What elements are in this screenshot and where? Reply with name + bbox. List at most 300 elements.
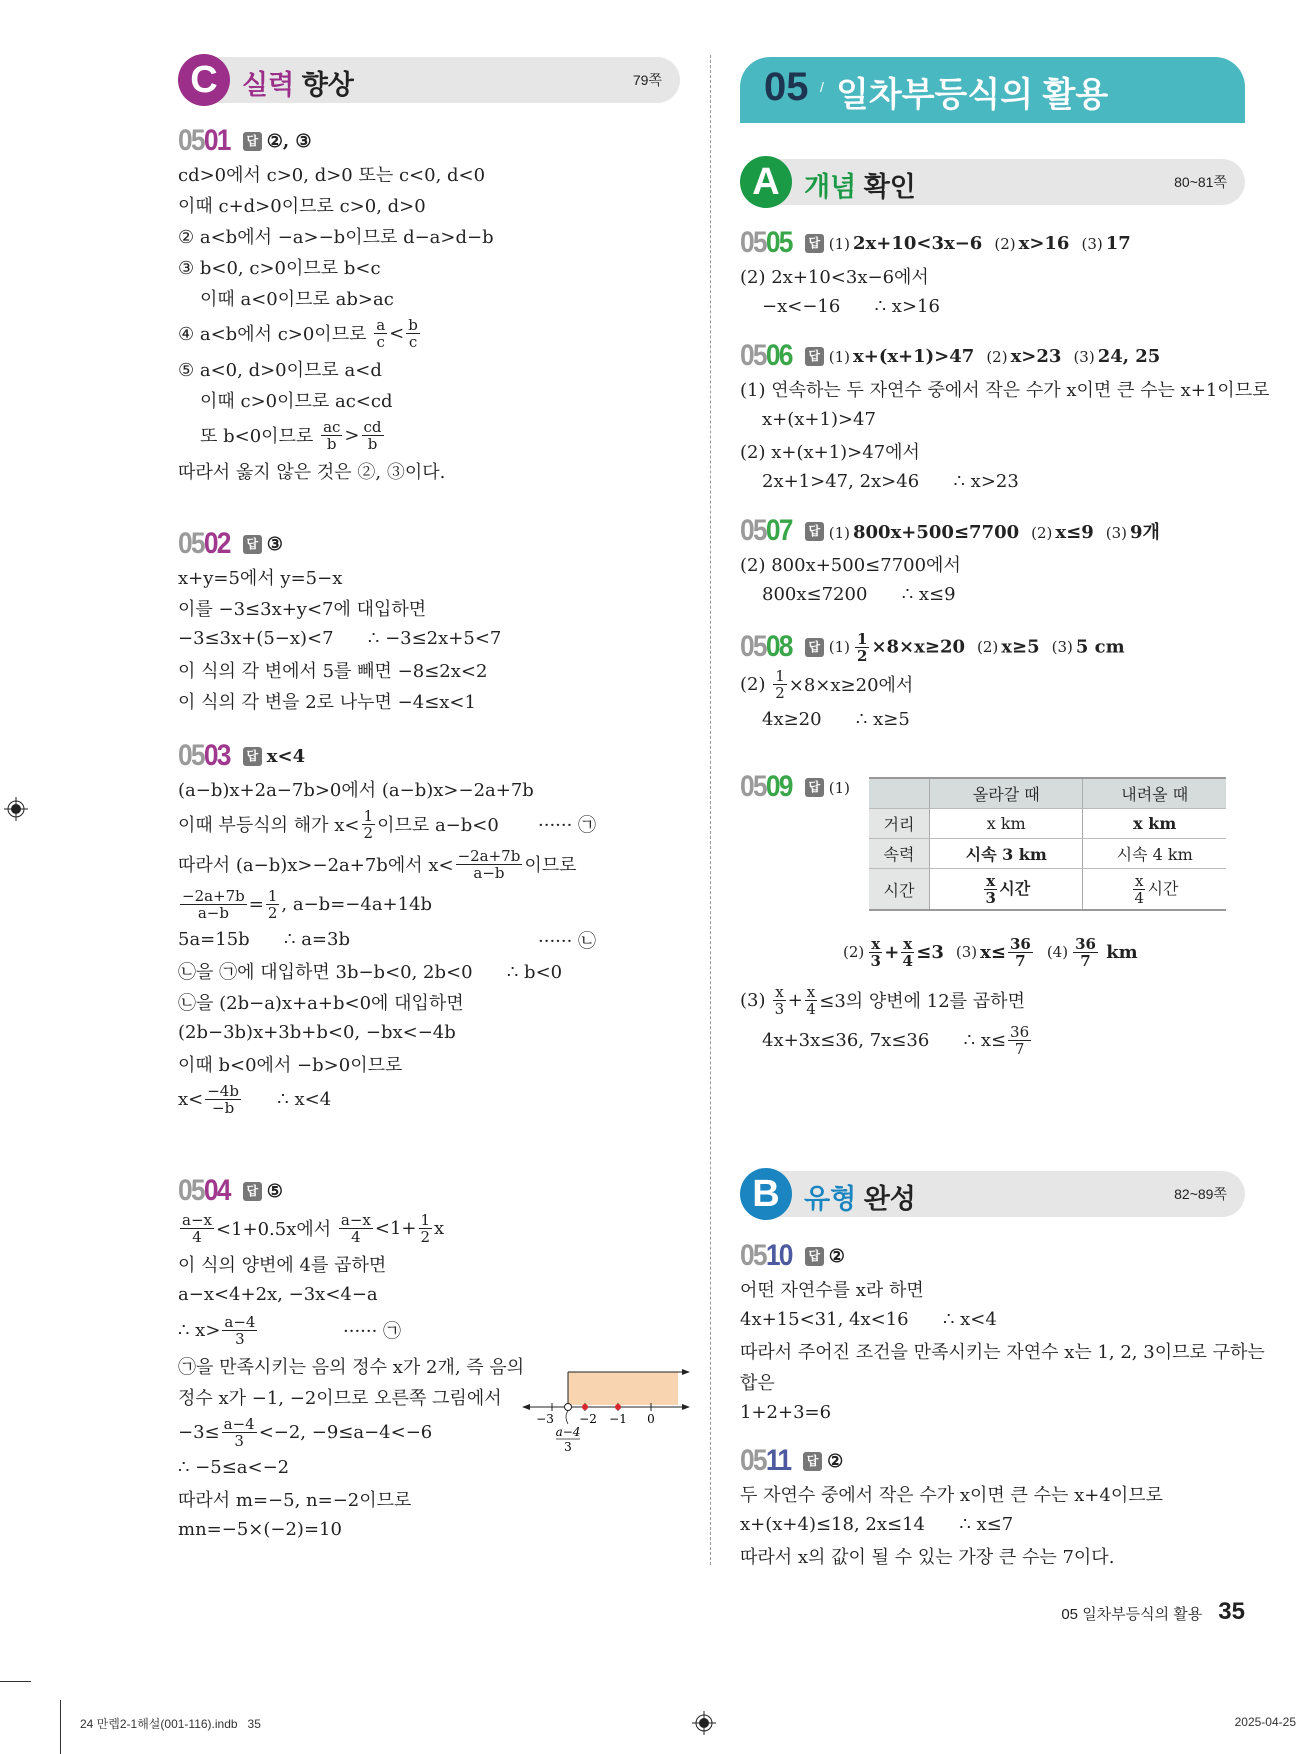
problem-0511: [740, 1444, 1250, 1571]
table-row: [869, 869, 1226, 911]
item-label: (1): [828, 778, 850, 797]
fraction-denominator: c: [408, 332, 418, 351]
math-text: 시속 3 km: [965, 845, 1047, 864]
math-text: x≥5: [1001, 636, 1040, 657]
math-text: (2b−3b)x+3b+b<0, −bx<−4b: [178, 1022, 456, 1043]
answer-badge: 답: [805, 347, 824, 366]
fraction: [1008, 934, 1033, 971]
section-b-icon: B: [740, 1168, 792, 1220]
section-title-accent: 개념: [804, 172, 857, 202]
problem-number: [740, 1444, 790, 1478]
solution-line: [178, 1248, 688, 1279]
item-label: (2): [1031, 524, 1053, 542]
section-header-b: [744, 1171, 1245, 1217]
tick-label: −3: [536, 1412, 554, 1426]
math-text: x>16: [1018, 232, 1070, 254]
math-text: (1) 연속하는 두 자연수 중에서 작은 수가 x이면 큰 수는 x+1이므로: [740, 379, 1270, 401]
problem-number-prefix: 05: [178, 739, 204, 772]
math-text: ②: [828, 1245, 845, 1267]
fraction-numerator: cd: [363, 417, 382, 436]
math-text: x<: [178, 1088, 204, 1110]
math-text: +: [884, 941, 900, 963]
crop-mark: [60, 1700, 61, 1754]
fraction-denominator: 4: [351, 1227, 361, 1246]
problem-number-suffix: 07: [765, 514, 792, 547]
problem-number-suffix: 10: [765, 1239, 792, 1272]
math-text: ∴ x<4: [242, 1088, 332, 1110]
solution-line: [178, 1452, 688, 1483]
problem-number-suffix: 09: [765, 770, 792, 803]
math-text: x+(x+4)≤18, 2x≤14 ∴ x≤7: [740, 1514, 1014, 1535]
problem-0506: [740, 339, 1270, 497]
math-text: 4x≥20 ∴ x≥5: [762, 709, 910, 730]
problem-header: [178, 1174, 688, 1208]
solution-line: [178, 1279, 688, 1310]
fraction-denominator: 2: [420, 1227, 431, 1246]
solution-line: [178, 592, 688, 623]
problem-number-prefix: 05: [178, 124, 204, 157]
math-text: x>23: [1010, 345, 1062, 367]
solution-line: [178, 455, 688, 486]
speed-table: [869, 777, 1226, 911]
fraction-numerator: −2a+7b: [457, 846, 521, 865]
answer-badge: 답: [805, 234, 824, 253]
math-text: +: [787, 989, 803, 1011]
fraction-denominator: b: [326, 434, 337, 453]
fraction-numerator: x: [806, 982, 816, 1001]
math-text: 거리: [883, 815, 915, 834]
solution-line: [178, 924, 688, 955]
fraction: [869, 934, 882, 971]
fraction: [266, 886, 280, 923]
fraction-denominator: 2: [363, 823, 374, 842]
solution-line: [740, 373, 1270, 404]
math-text: x km: [1133, 814, 1177, 833]
fraction: [1073, 934, 1098, 971]
table-cell: [930, 839, 1083, 869]
section-title-accent: 유형: [804, 1184, 857, 1214]
math-text: 시간: [999, 878, 1031, 898]
problem-number-prefix: 05: [178, 527, 204, 560]
math-text: 800x+500≤7700: [853, 522, 1020, 543]
math-text: ∴ −5≤a<−2: [178, 1457, 290, 1478]
math-text: 이를 −3≤3x+y<7에 대입하면: [178, 598, 427, 620]
item-label: (4): [1046, 943, 1069, 961]
section-title-main: 완성: [863, 1184, 916, 1214]
problem-number: [740, 630, 792, 664]
item-label: (2): [986, 347, 1008, 366]
registration-mark-icon: [4, 797, 28, 821]
problem-header: [740, 1444, 1250, 1478]
solution-line: [178, 1079, 688, 1119]
problem-0510: [740, 1239, 1265, 1428]
fraction-denominator: b: [367, 434, 378, 453]
page-footer: [1061, 1598, 1245, 1626]
fraction-numerator: a−4: [223, 1414, 255, 1433]
math-text: 시속 4 km: [1116, 845, 1193, 864]
fraction: [362, 806, 376, 843]
math-text: ⑤ a<0, d>0이므로 a<d: [178, 359, 382, 381]
solution-line: [740, 260, 1250, 291]
math-text: 따라서 (a−b)x>−2a+7b에서 x<: [178, 855, 454, 876]
item-label: (1): [828, 638, 850, 656]
math-text: 시간: [883, 880, 915, 900]
problem-number-suffix: 01: [203, 124, 230, 157]
solution-line: [178, 884, 688, 924]
tick-label: −2: [579, 1412, 597, 1426]
fraction-denominator: 2: [267, 903, 278, 922]
crop-mark: [0, 1681, 31, 1682]
section-title: [804, 1177, 916, 1216]
math-text: 9개: [1129, 522, 1160, 543]
problem-0508: [740, 630, 1250, 735]
section-header-c: [182, 57, 680, 103]
solution-line: [178, 158, 688, 189]
fraction: [901, 934, 914, 971]
solution-line: [740, 1273, 1250, 1304]
solution-line: [178, 685, 688, 716]
solution-line: [740, 1335, 1265, 1366]
answer-badge: 답: [243, 1182, 262, 1201]
problem-0501: [178, 124, 688, 486]
section-title-accent: 실력: [242, 70, 295, 100]
math-text: x+(x+1)>47: [853, 345, 975, 367]
problem-number-prefix: 05: [740, 1444, 766, 1477]
section-pages: 80~81쪽: [1174, 174, 1227, 190]
answer-badge: 답: [805, 522, 824, 541]
solution-region: [568, 1372, 678, 1405]
problem-number-suffix: 08: [765, 630, 792, 663]
answer: [829, 518, 1160, 544]
fraction-numerator: x: [986, 871, 996, 890]
fraction: [419, 1210, 433, 1247]
math-text: 따라서 옳지 않은 것은 ②, ③이다.: [178, 461, 446, 483]
fraction: [222, 1414, 257, 1451]
solution-line: [740, 1509, 1250, 1540]
math-text: 이 식의 각 변에서 5를 빼면 −8≤2x<2: [178, 660, 488, 682]
fraction-denominator: 4: [806, 999, 816, 1018]
problem-number-prefix: 05: [178, 1174, 204, 1207]
fraction: [180, 886, 247, 923]
integer-dot: [615, 1404, 621, 1410]
solution-line: [178, 1048, 688, 1079]
fraction-denominator: 7: [1080, 951, 1091, 970]
fraction: [321, 417, 342, 454]
math-text: ④ a<b에서 c>0이므로: [178, 324, 373, 345]
fraction-denominator: 3: [870, 951, 881, 970]
fraction-numerator: 1: [267, 886, 278, 905]
problem-number-prefix: 05: [740, 1239, 766, 1272]
math-text: ②: [827, 1450, 844, 1472]
solution-line: [178, 986, 688, 1017]
section-title: [804, 165, 916, 204]
equation-marker: ······ ㉠: [343, 1321, 402, 1342]
fraction-denominator: 7: [1014, 1039, 1025, 1058]
equation-marker: ······ ㉡: [538, 930, 597, 952]
math-text: mn=−5×(−2)=10: [178, 1519, 342, 1540]
fraction-numerator: −4b: [207, 1081, 239, 1100]
problem-0503: [178, 739, 688, 1119]
math-text: ㉠을 만족시키는 음의 정수 x가 2개, 즉 음의: [178, 1356, 525, 1378]
item-label: (2): [977, 638, 999, 656]
problem-number-suffix: 03: [203, 739, 230, 772]
axis-arrow-left: [522, 1404, 530, 1410]
math-text: ∴ x>: [178, 1319, 221, 1341]
table-cell: [1083, 869, 1226, 911]
problem-header: [740, 514, 1250, 548]
item-label: (3): [1073, 347, 1095, 366]
math-text: 따라서 주어진 조건을 만족시키는 자연수 x는 1, 2, 3이므로 구하는: [740, 1341, 1265, 1363]
solution-line: [178, 353, 688, 384]
math-text: 따라서 m=−5, n=−2이므로: [178, 1489, 412, 1511]
math-text: ⑤: [266, 1180, 283, 1202]
table-row: [869, 809, 1226, 839]
section-title-main: 확인: [863, 172, 916, 202]
table-row: [869, 839, 1226, 869]
math-text: ㉡을 (2b−a)x+a+b<0에 대입하면: [178, 992, 464, 1014]
chapter-slash: /: [820, 79, 824, 95]
solution-line: [178, 804, 688, 844]
math-text: =: [248, 893, 264, 915]
solution-line: [178, 1483, 688, 1514]
math-text: ② a<b에서 −a>−b이므로 d−a>d−b: [178, 226, 494, 248]
fraction-denominator: 3: [235, 1329, 245, 1348]
problem-0507: [740, 514, 1250, 610]
math-text: , a−b=−4a+14b: [281, 893, 433, 915]
problem-number-prefix: 05: [740, 770, 766, 803]
table-cell: [930, 869, 1083, 911]
section-title: [242, 63, 354, 102]
fraction: [339, 1210, 373, 1247]
solution-line: [178, 415, 688, 455]
table-cell: [869, 809, 930, 839]
fraction-numerator: a−x: [182, 1210, 212, 1229]
math-text: 이때 c+d>0이므로 c>0, d>0: [178, 195, 426, 217]
math-text: <: [389, 322, 405, 344]
problem-number-prefix: 05: [740, 339, 766, 372]
math-text: 1+2+3=6: [740, 1402, 832, 1423]
print-date: 2025-04-25: [1234, 1715, 1296, 1729]
math-text: 5a=15b ∴ a=3b: [178, 929, 350, 950]
fraction-denominator: a−b: [197, 903, 229, 922]
tick-label: −1: [609, 1412, 627, 1426]
fraction-numerator: 1: [775, 666, 785, 685]
table-header-cell: 내려올 때: [1083, 778, 1226, 809]
problem-number-suffix: 05: [765, 226, 792, 259]
fraction-denominator: 3: [985, 888, 996, 907]
fraction-numerator: x: [903, 934, 913, 953]
answer-continued: [740, 930, 1250, 974]
fraction-denominator: 3: [774, 999, 785, 1018]
item-label: (2): [843, 943, 865, 961]
solution-line: [740, 579, 1250, 610]
table-cell: [1083, 839, 1226, 869]
solution-line: [740, 1020, 1250, 1060]
math-text: km: [1099, 941, 1138, 963]
fraction-numerator: x: [871, 934, 881, 953]
footer-chapter: 05 일차부등식의 활용: [1061, 1606, 1203, 1623]
fraction-numerator: 36: [1010, 1022, 1030, 1041]
math-text: 이때 c>0이므로 ac<cd: [200, 390, 393, 412]
math-text: 2x+10<3x−6: [853, 232, 983, 254]
fraction: [773, 982, 785, 1019]
fraction: [984, 871, 997, 908]
registration-mark-icon: [692, 1711, 716, 1735]
section-title-main: 향상: [301, 70, 354, 100]
table-header-row: [869, 778, 1226, 809]
problem-number-suffix: 11: [765, 1444, 791, 1477]
math-text: 합은: [740, 1372, 775, 1394]
solution-line: [740, 1540, 1250, 1571]
item-label: (3): [1051, 638, 1073, 656]
problem-number-prefix: 05: [740, 226, 766, 259]
chapter-header: [740, 57, 1245, 123]
solution-line: [740, 404, 1250, 435]
item-label: (1): [828, 234, 850, 253]
math-text: x+(x+1)>47: [762, 409, 876, 430]
solution-line: [178, 189, 688, 220]
math-text: (2) x+(x+1)>47에서: [740, 441, 920, 463]
math-text: 시간: [1147, 878, 1179, 898]
solution-line: [178, 1514, 688, 1545]
answer: [829, 1246, 845, 1267]
solution-line: [740, 291, 1250, 322]
section-pages: 79쪽: [632, 72, 662, 88]
fraction: [456, 846, 523, 883]
fraction-denominator: 4: [1134, 888, 1145, 907]
math-text: 이므로 a−b<0: [377, 815, 499, 836]
math-text: (2) 800x+500≤7700에서: [740, 554, 961, 576]
math-text: ②, ③: [266, 130, 312, 152]
fraction: [1008, 1022, 1031, 1059]
problem-number-prefix: 05: [740, 514, 766, 547]
math-text: 4x+3x≤36, 7x≤36 ∴ x≤: [762, 1029, 1007, 1051]
integer-dot: [582, 1404, 588, 1410]
math-text: 5 cm: [1075, 636, 1125, 657]
solution-line: [740, 466, 1250, 497]
fraction-denominator: a−b: [473, 863, 505, 882]
table-cell: [869, 839, 930, 869]
problem-header: [178, 124, 688, 158]
math-text: ≤3의 양변에 12를 곱하면: [819, 991, 1025, 1012]
math-text: 정수 x가 −1, −2이므로 오른쪽 그림에서: [178, 1387, 502, 1409]
item-label: (3): [955, 943, 978, 961]
solution-line: [740, 980, 1250, 1020]
answer: [267, 1181, 283, 1202]
answer: [829, 777, 853, 798]
problem-header: [740, 630, 1250, 664]
tick-label: 0: [647, 1412, 655, 1426]
math-text: 이므로: [524, 855, 577, 876]
answer: [827, 1451, 843, 1472]
math-text: x+y=5에서 y=5−x: [178, 567, 343, 589]
fraction-denominator: 4: [192, 1227, 202, 1246]
fraction-numerator: b: [408, 315, 418, 334]
chapter-number: 05: [764, 65, 809, 109]
math-text: x<4: [266, 745, 306, 767]
solution-line: [740, 664, 1250, 704]
answer: [267, 534, 283, 555]
fraction-numerator: a: [376, 315, 386, 334]
fraction-numerator: a−x: [340, 1210, 371, 1229]
problem-number-suffix: 02: [203, 527, 230, 560]
solution-line: [740, 1397, 1250, 1428]
math-text: 800x≤7200 ∴ x≤9: [762, 584, 956, 605]
answer-badge: 답: [243, 747, 262, 766]
math-text: 4x+15<31, 4x<16 ∴ x<4: [740, 1309, 997, 1330]
solution-line: [178, 1310, 688, 1350]
math-text: <1+0.5x에서: [215, 1219, 337, 1240]
math-text: ≤3: [916, 941, 944, 963]
math-text: >: [344, 424, 360, 446]
math-text: cd>0에서 c>0, d>0 또는 c<0, d<0: [178, 164, 486, 186]
problem-header: [740, 1239, 1250, 1273]
fraction-numerator: ac: [323, 417, 341, 436]
solution-line: [740, 1478, 1250, 1509]
math-text: ×8×x≥20: [871, 636, 965, 657]
answer-badge: 답: [243, 132, 262, 151]
fraction: [362, 417, 384, 454]
math-text: <−2, −9≤a−4<−6: [258, 1421, 433, 1443]
fraction: [1133, 871, 1145, 908]
math-text: 2x+1>47, 2x>46 ∴ x>23: [762, 471, 1019, 492]
problem-number: [178, 739, 230, 773]
math-text: 속력: [883, 845, 915, 864]
fraction: [406, 315, 420, 352]
math-text: −3≤3x+(5−x)<7 ∴ −3≤2x+5<7: [178, 628, 502, 649]
math-text: (3): [740, 989, 772, 1011]
fraction: [773, 666, 787, 703]
problem-number: [178, 1174, 230, 1208]
fraction-denominator: c: [376, 332, 385, 351]
fraction-denominator: 2: [857, 646, 868, 665]
answer: [267, 131, 312, 152]
solution-line: [178, 1017, 688, 1048]
section-pages: 82~89쪽: [1174, 1186, 1227, 1202]
fraction-denominator: −b: [212, 1098, 235, 1117]
fraction-numerator: 1: [857, 629, 868, 648]
frac-denominator: 3: [564, 1440, 572, 1454]
math-text: 어떤 자연수를 x라 하면: [740, 1279, 924, 1301]
problem-header: [178, 527, 688, 561]
answer-badge: 답: [243, 535, 262, 554]
fraction-denominator: 2: [775, 683, 785, 702]
math-text: (a−b)x+2a−7b>0에서 (a−b)x>−2a+7b: [178, 779, 534, 801]
math-text: 또 b<0이므로: [200, 426, 320, 447]
math-text: x≤9: [1055, 522, 1094, 543]
problem-0502: [178, 527, 688, 716]
math-text: 17: [1105, 232, 1131, 254]
math-text: 두 자연수 중에서 작은 수가 x이면 큰 수는 x+4이므로: [740, 1484, 1163, 1506]
math-text: ③: [266, 533, 283, 555]
solution-line: [178, 384, 688, 415]
problem-number: [178, 527, 230, 561]
problem-number: [740, 339, 792, 373]
problem-number-suffix: 06: [765, 339, 792, 372]
table-cell: [869, 869, 930, 911]
math-text: 이때 a<0이므로 ab>ac: [200, 288, 394, 310]
solution-line: [740, 704, 1250, 735]
item-label: (3): [1105, 524, 1127, 542]
math-text: 이 식의 양변에 4를 곱하면: [178, 1254, 387, 1276]
fraction-numerator: −2a+7b: [182, 886, 245, 905]
column-divider: [710, 55, 711, 1565]
solution-line: [178, 282, 688, 313]
fraction: [805, 982, 817, 1019]
frac-numerator: a−4: [555, 1425, 581, 1439]
answer: [829, 346, 1161, 367]
solution-line: [740, 1304, 1250, 1335]
